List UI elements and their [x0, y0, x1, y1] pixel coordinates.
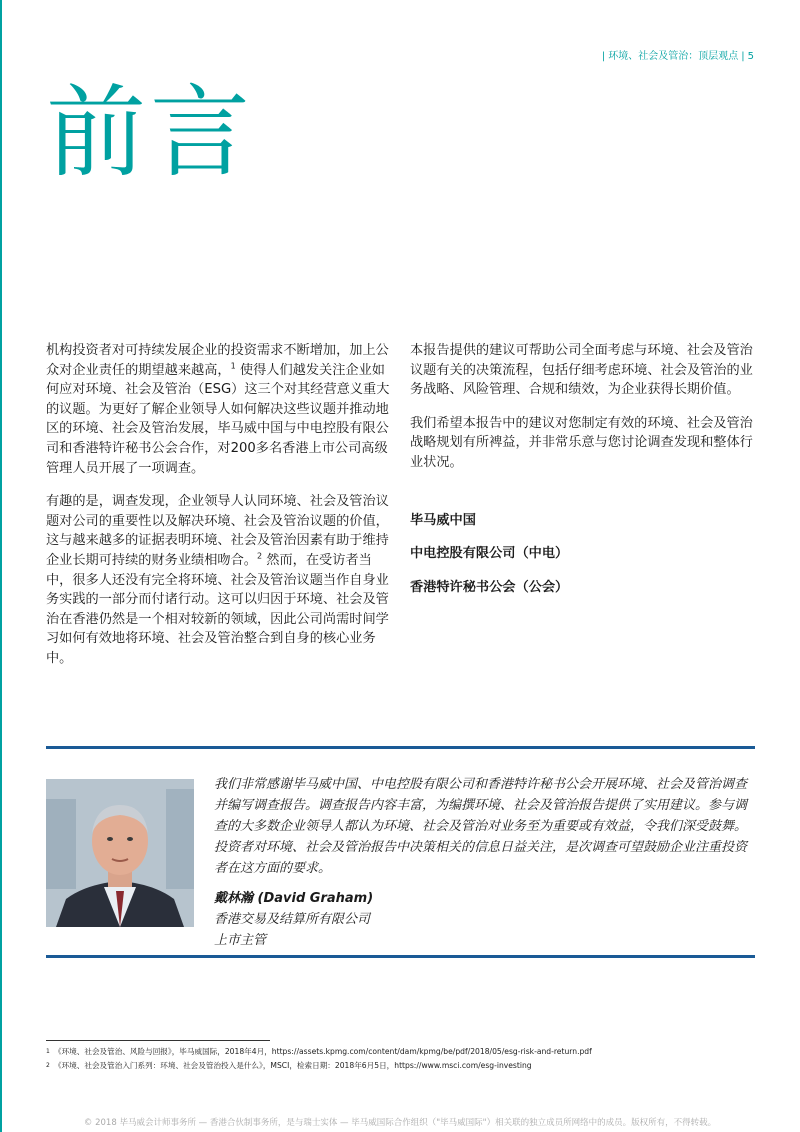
- left-paragraph-2: [46, 492, 391, 668]
- quote-author-org: 香港交易及结算所有限公司: [214, 912, 371, 927]
- left-edge-rule: [0, 0, 2, 1132]
- quote-author-name: 戴林瀚 (David Graham): [214, 891, 374, 906]
- right-column: [410, 341, 755, 611]
- quote-text: 我们非常感谢毕马威中国、中电控股有限公司和香港特许秘书公会开展环境、社会及管治调查并编写调查报告。调查报告内容丰富，为编撰环境、社会及管治报告提供了实用建议。参与调查的大多数企业领导人都认为环境、社会及管治对业务至为重要或有效益，令我们深受鼓舞。投资者对环境、社会及管治报告中决策相关的信息日益关注，是次调查可望鼓励企业注重投资者在这方面的要求。: [214, 777, 748, 876]
- text-run: 然而，在受访者当中，很多人还没有完全将环境、社会及管治议题当作自身业务实践的一部分而付诸行动。这可以归因于环境、社会及管治在香港仍然是一个相对较新的领域，因此公司尚需时间学习如何有效地将环境、社会及管治整合到自身的核心业务中。: [46, 552, 389, 666]
- right-paragraph-2: 我们希望本报告中的建议对您制定有效的环境、社会及管治战略规划有所裨益，并非常乐意与您讨论调查发现和整体行业状况。: [410, 415, 753, 470]
- footnote-separator: [46, 1040, 270, 1041]
- copyright-notice: © 2018 毕马威会计师事务所 — 香港合伙制事务所，是与瑞士实体 — 毕马威国际合作组织（"毕马威国际"）相关联的独立成员所网络中的成员。版权所有，不得转载。: [83, 1118, 717, 1128]
- header-divider: |: [741, 51, 745, 62]
- portrait-photo: [46, 779, 194, 927]
- page-title: 前言: [46, 74, 254, 191]
- quote-top-rule: [46, 746, 755, 749]
- running-header: [599, 47, 754, 62]
- footnote-ref-1: 1: [230, 361, 236, 371]
- footnote-item: [46, 1061, 646, 1072]
- quote-bottom-rule: [46, 955, 755, 958]
- footnote-number: 2: [46, 1061, 50, 1069]
- text-run: 机构投资者对可持续发展企业的投资需求不断增加，加上公众对企业责任的期望越来越高，: [46, 343, 389, 378]
- footnote-number: 1: [46, 1048, 50, 1055]
- footnote-item: [46, 1047, 646, 1058]
- footnotes: [46, 1047, 646, 1074]
- text-run: 有趣的是，调查发现，企业领导人认同环境、社会及管治议题对公司的重要性以及解决环境、社会及管治议题的价值，这与越来越多的证据表明环境、社会及管治因素有助于维持企业长期可持续的财务业绩相吻合。: [46, 494, 389, 568]
- testimonial-quote: [214, 774, 756, 951]
- header-divider: |: [601, 51, 606, 62]
- signatories: [410, 511, 755, 598]
- portrait-illustration: [46, 779, 194, 927]
- left-paragraph-1: [46, 341, 391, 478]
- footnote-text: 《环境、社会及管治、风险与回报》，毕马威国际，2018年4月，https://assets.kpmg.com/content/dam/kpmg/be/pdf/2018/05/esg-risk-and-return.pdf: [54, 1047, 592, 1056]
- quote-author-role: 上市主管: [214, 933, 267, 948]
- left-column: [46, 341, 391, 683]
- right-paragraph-1: 本报告提供的建议可帮助公司全面考虑与环境、社会及管治议题有关的决策流程，包括仔细考虑环境、社会及管治的业务战略、风险管理、合规和绩效，为企业获得长期价值。: [410, 343, 753, 398]
- signatory-clp: 中电控股有限公司（中电）: [410, 546, 569, 562]
- signatory-hkics: 香港特许秘书公会（公会）: [410, 579, 569, 595]
- signatory-kpmg: 毕马威中国: [410, 512, 476, 528]
- page-number: 5: [747, 51, 754, 62]
- header-section: 环境、社会及管治：顶层观点: [608, 51, 739, 62]
- footnote-ref-2: 2: [257, 551, 263, 561]
- footnote-text: 《环境、社会及管治入门系列：环境、社会及管治投入是什么》，MSCI，检索日期：2018年6月5日，https://www.msci.com/esg-investing: [54, 1060, 532, 1070]
- text-run: 使得人们越发关注企业如何应对环境、社会及管治（ESG）这三个对其经营意义重大的议题。为更好了解企业领导人如何解决这些议题并推动地区的环境、社会及管治发展，毕马威中国与中电控股有限公司和香港特许秘书公会合作，对200多名香港上市公司高级管理人员开展了一项调查。: [46, 362, 390, 476]
